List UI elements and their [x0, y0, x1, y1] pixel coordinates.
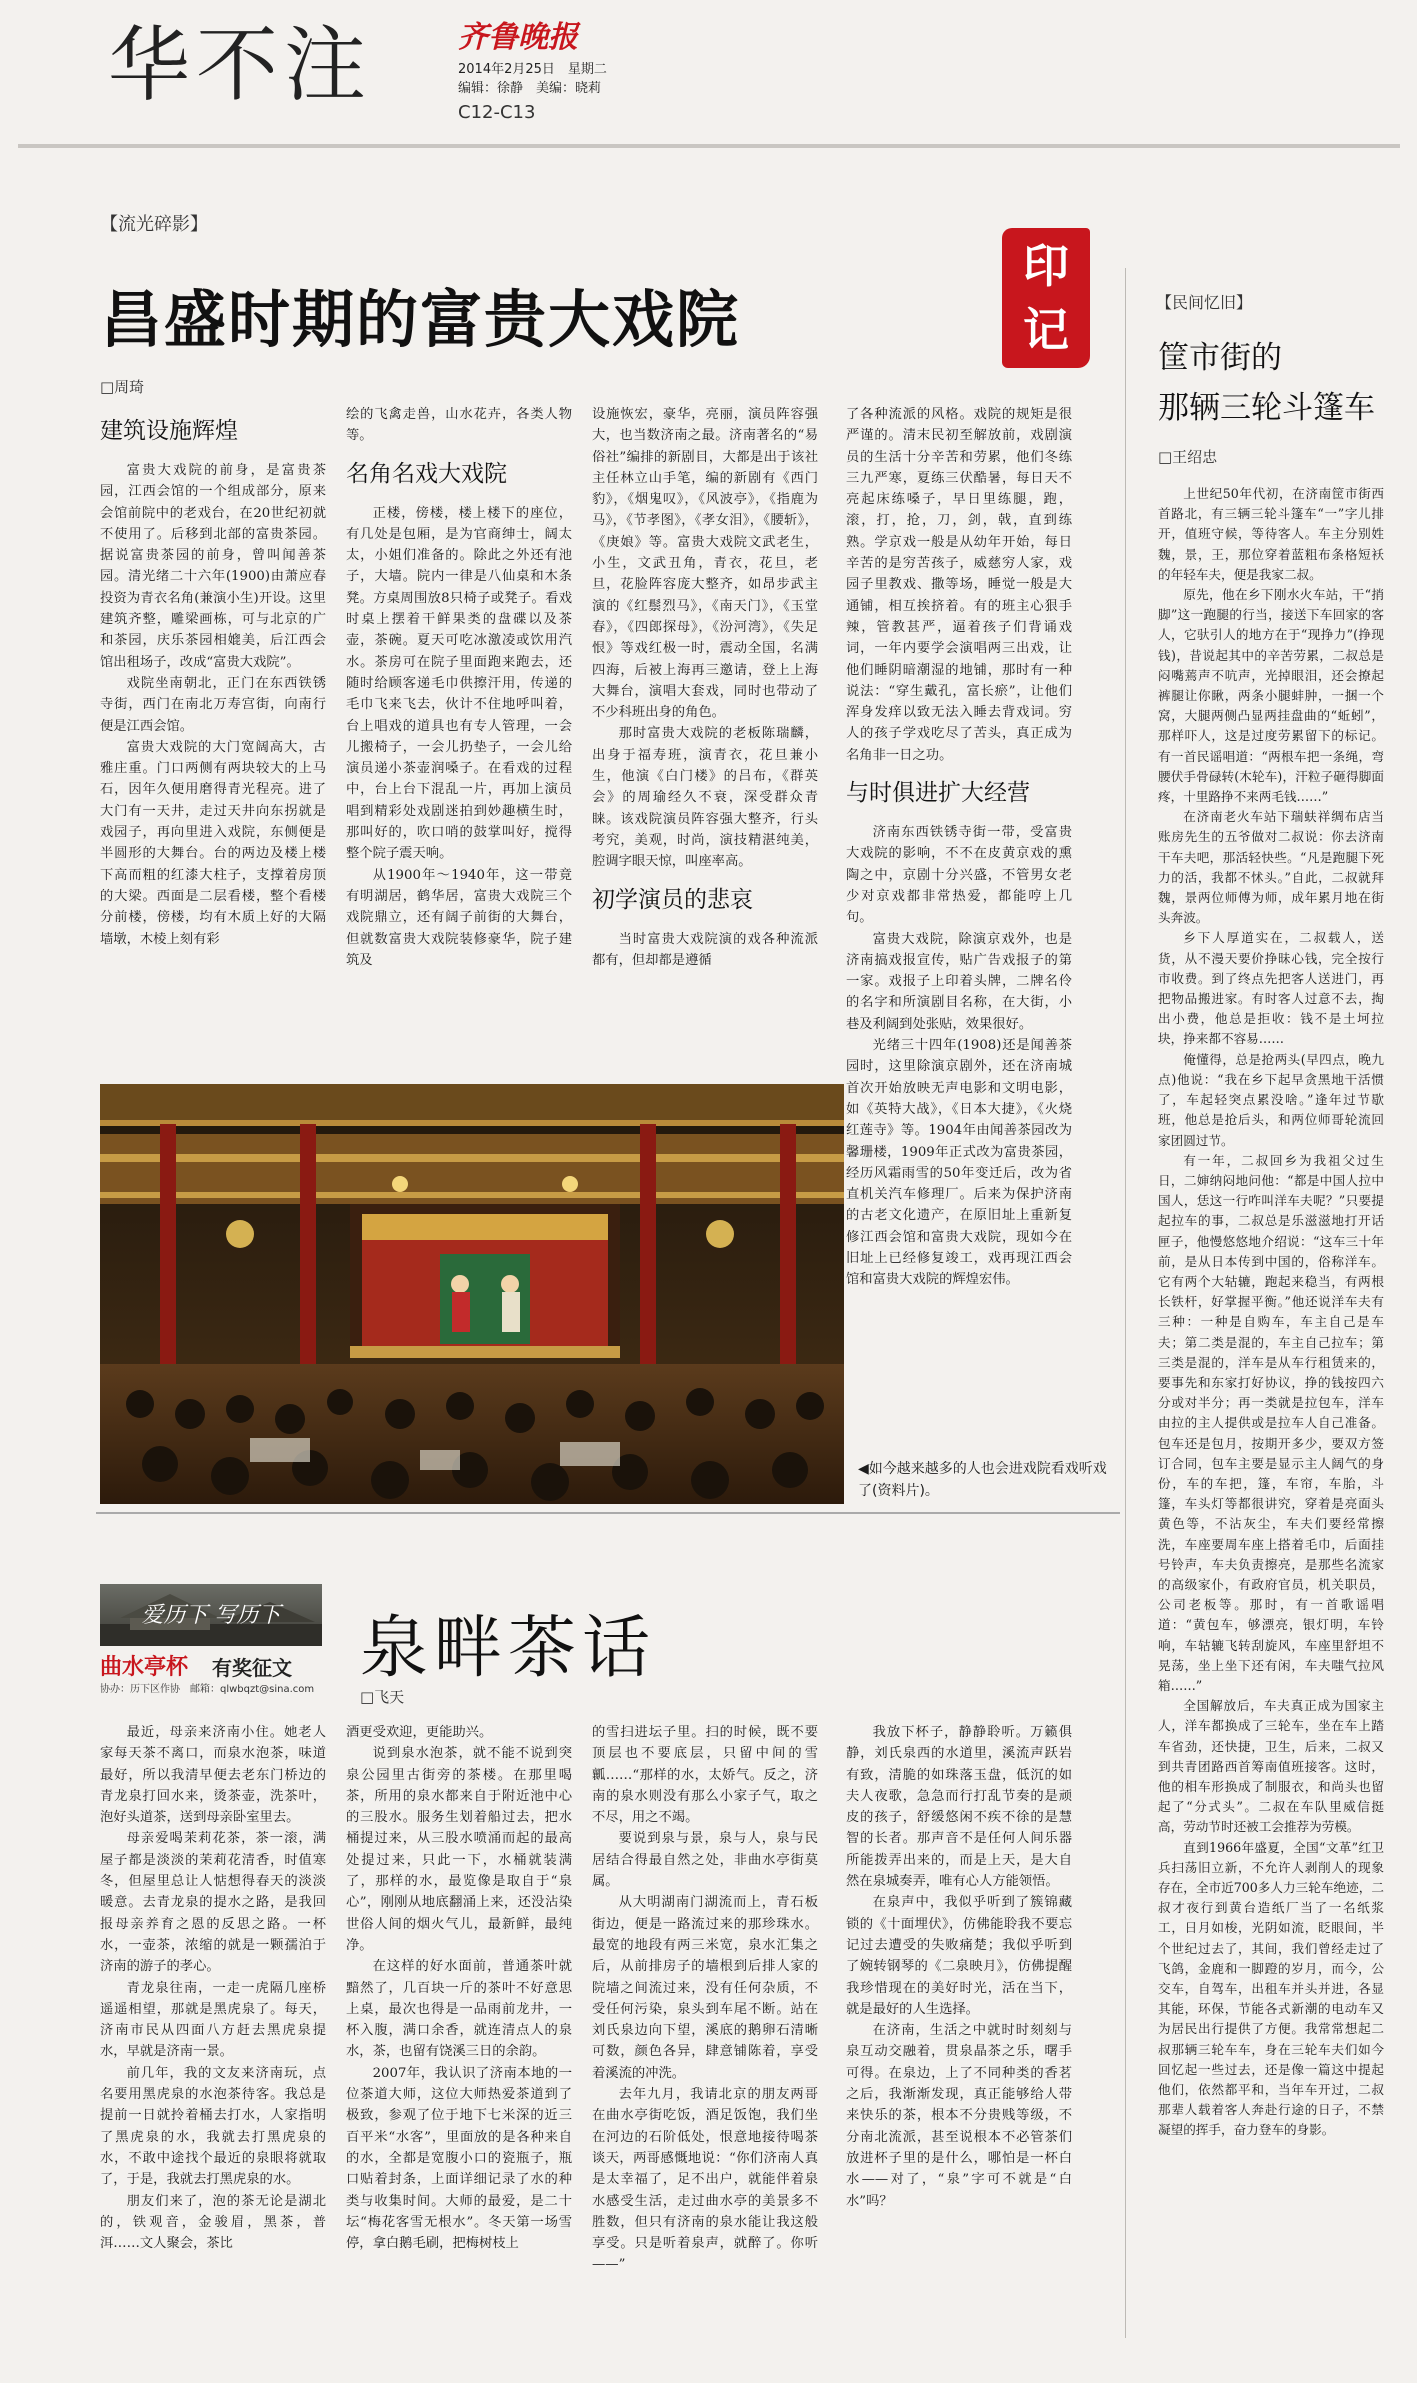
paragraph: 绘的飞禽走兽，山水花卉，各类人物等。: [346, 407, 572, 444]
paragraph: 要说到泉与景，泉与人，泉与民居结合得最自然之处，非曲水亭街莫属。: [592, 1831, 818, 1890]
paragraph: 在济南老火车站下瑞蚨祥绸布店当账房先生的五爷做对二叔说：你去济南干车夫吧，那活轻快些。“凡是跑腿下死力的活，我都不怵头。”自此，二叔就拜魏，景两位师傅为师，成年累月地在街头奔波。: [1158, 809, 1384, 926]
paragraph: 当时富贵大戏院演的戏各种流派都有，但却都是遵循: [592, 931, 818, 968]
theater-photo: [100, 1084, 844, 1504]
article-title: 那辆三轮斗篷车: [1158, 390, 1375, 426]
subheading: 建筑设施辉煌: [100, 418, 238, 444]
contest-name: 曲水亭杯: [100, 1655, 189, 1680]
paragraph: 2007年，我认识了济南本地的一位茶道大师，这位大师热爱茶道到了极致，参观了位于地下七米深的近三百平米“水客”，里面放的是各种来自的水，全都是宽腹小口的瓷瓶子，瓶口贴着封条，上面详细记录了水的种类与收集时间。大师的最爱，是二十坛“梅花客雪无根水”。冬天第一场雪停，拿白鹅毛刷，把梅树枝上: [346, 2065, 572, 2252]
paragraph: 最近，母亲来济南小住。她老人家每天茶不离口，而泉水泡茶，味道最好，所以我清早便去老东门桥边的青龙泉打回水来，烫茶壶，洗茶叶，泡好头道茶，送到母亲卧室里去。: [100, 1725, 326, 1826]
article-title: 筐市街的: [1158, 340, 1282, 376]
paragraph: 富贵大戏院的大门宽阔高大，古雅庄重。门口两侧有两块较大的上马石，因年久便用磨得青光程亮。进了大门有一天井，走过天井向东拐就是戏园子，再向里进入戏院，东侧便是半圆形的大舞台。台的两边及楼上楼下高而粗的红漆大柱子，支撑着房顶的大梁。西面是二层看楼，整个看楼分前楼，傍楼，均有木质上好的大隔墙墩，木棱上刻有彩: [100, 739, 326, 947]
article-column: [346, 404, 572, 971]
column-divider: [1125, 268, 1126, 2338]
contest-info: 协办：历下区作协 邮箱：qlwbqzt@sina.com: [100, 1684, 315, 1695]
article-title: 泉畔茶话: [360, 1609, 657, 1688]
paragraph: 设施恢宏，豪华，亮丽，演员阵容强大，也当数济南之最。济南著名的“易俗社”编排的新剧目，大都是出于该社主任林立山手笔，编的新剧有《西门豹》，《烟鬼叹》，《风波亭》，《指鹿为马》，《节孝图》，《孝女泪》，《腰斩》，《庚娘》等。富贵大戏院文武老生，小生，文武丑角，青衣，花旦，老旦，花脸阵容庞大整齐，如昂步武主演的《红鬃烈马》，《南天门》，《玉堂春》，《四郎探母》，《汾河湾》，《失足恨》等戏红极一时，震动全国，名满四海，后被上海再三邀请，登上上海大舞台，演唱大套戏，同时也带动了不少科班出身的角色。: [592, 407, 818, 721]
subheading: 与时俱进扩大经营: [846, 780, 1030, 807]
paragraph: 济南东西铁锈寺街一带，受富贵大戏院的影响，不不在皮黄京戏的熏陶之中，京剧十分兴盛，不管男女老少对京戏都非常热爱，都能哼上几句。: [846, 825, 1072, 926]
paragraph: 富贵大戏院，除演京戏外，也是济南搞戏报宣传，贴广告戏报子的第一家。戏报子上印着头牌，二牌名伶的名字和所演剧目名称，在大街，小巷及利阔到处张贴，效果很好。: [846, 931, 1072, 1032]
subheading: 初学演员的悲哀: [592, 886, 753, 913]
paragraph: 那时富贵大戏院的老板陈瑞麟，出身于福寿班，演青衣，花旦兼小生，他演《白门楼》的吕布，《群英会》的周瑜经久不衰，深受群众青睐。该戏院演员阵容强大整齐，行头考究，美观，时尚，演技精湛纯美，腔调字眼天惊，叫座率高。: [592, 726, 818, 870]
article-column: [100, 404, 326, 950]
article-column: [100, 1722, 326, 2254]
paragraph: 酒更受欢迎，更能助兴。: [346, 1725, 493, 1740]
article-column: [846, 404, 1072, 1291]
paragraph: 去年九月，我请北京的朋友两哥在曲水亭街吃饭，酒足饭饱，我们坐在河边的石阶低处，恨意地接待喝茶谈天，两哥感慨地说：“你们济南人真是太幸福了，足不出户，就能伴着泉水感受生活，走过曲水亭的美景多不胜数，但只有济南的泉水能让我这般享受。只是听着泉声，就醉了。你听——”: [592, 2087, 818, 2273]
paragraph: 正楼，傍楼，楼上楼下的座位，有几处是包厢，是为官商绅士，阔太太，小姐们准备的。除此之外还有池子，大墙。院内一律是八仙桌和木条凳。方桌周围放8只椅子或凳子。看戏时桌上摆着干鲜果类的盘碟以及茶壶，茶碗。夏天可吃冰激凌或饮用汽水。茶房可在院子里面跑来跑去，还随时给顾客递毛巾供擦汗用，传递的毛巾飞来飞去，伙计不住地呼叫着，台上唱戏的道具也有专人管理，一会儿搬椅子，一会儿扔垫子，一会儿给演员递小茶壶润嗓子。在看戏的过程中，台上台下混乱一片，再加上演员唱到精彩处戏剧迷拍到妙趣横生时，那叫好的，吹口哨的鼓掌叫好，搅得整个院子震天响。: [346, 505, 572, 862]
paragraph: 俺懂得，总是抢两头(早四点，晚九点)他说：“我在乡下起早贪黑地干活惯了，车起轻突点累没啥。”逢年过节歇班，他总是抢后头，和两位师哥轮流回家团圆过节。: [1158, 1051, 1384, 1148]
article-author: □王绍忠: [1158, 448, 1218, 466]
paragraph: 上世纪50年代初，在济南筐市街西首路北，有三辆三轮斗篷车“一”字儿排开，值班守候，等待客人。车主分别姓魏，景，王，那位穿着蓝粗布条格短袄的年轻车夫，便是我家二叔。: [1158, 486, 1384, 582]
section-tag: 【民间忆旧】: [1156, 293, 1253, 312]
paragraph: 了各种流派的风格。戏院的规矩是很严谨的。清末民初至解放前，戏剧演员的生活十分辛苦和劳累，他们冬练三九严寒，夏练三伏酷暑，每日天不亮起床练嗓子，早日里练腿，跑，滚，打，抢，刀，剑，戟，直到练熟。学京戏一般是从幼年开始，每日辛苦的是穷苦孩子，威慈穷人家，戏园子里教戏、撒等场，睡觉一般是大通铺，相互挨挤着。有的班主心狠手辣，管教甚严，逼着孩子们背诵戏词，一年内要学会演唱两三出戏，让他们睡阴暗潮湿的地铺，那时有一种说法：“穿生戴孔，富长瘀”，让他们浑身发痒以致无法入睡去背戏词。穷人的孩子学戏吃尽了苦头，真正成为名角非一日之功。: [846, 407, 1072, 763]
section-tag: 【流光碎影】: [100, 214, 208, 235]
paragraph: 乡下人厚道实在，二叔载人，送货，从不漫天要价挣昧心钱，完全按行市收费。到了终点先把客人送进门，再把物品搬进家。有时客人过意不去，掏出小费，他总是拒收：钱不是土坷拉块，挣来都不容易……: [1158, 930, 1384, 1047]
article-column: [846, 1722, 1072, 2212]
paragraph: 在济南，生活之中就时时刻刻与泉互动交融着，贯泉晶茶之乐，曙手可得。在泉边，上了不同种类的香茗之后，我渐渐发现，真正能够给人带来快乐的茶，根本不分贵贱等级，不分南北流派，甚至说根本不必管茶们放进杯子里的是什么，哪怕是一杯白水——对了，“泉”字可不就是“白水”吗？: [846, 2023, 1072, 2209]
paragraph: 朋友们来了，泡的茶无论是湖北的，铁观音，金骏眉，黑茶，普洱……文人聚会，茶比: [100, 2193, 326, 2252]
article-column: [592, 1722, 818, 2276]
paragraph: 说到泉水泡茶，就不能不说到突泉公园里古街旁的茶楼。在那里喝茶，所用的泉水都来自于附近池中心的三股水。服务生划着船过去，把水桶提过来，从三股水喷涌而起的最高处提过来，只此一下，水桶就装满了，那样的水，最览像是取自于“泉心”，刚刚从地底翻涌上来，还没沾染世俗人间的烟火气儿，最新鲜，最纯净。: [346, 1746, 572, 1953]
newspaper-logo: 齐鲁晚报: [458, 20, 578, 55]
article-column: [592, 404, 818, 971]
header-divider: [18, 144, 1400, 148]
page-title: 华不注: [108, 18, 373, 113]
paragraph: 富贵大戏院的前身，是富贵茶园，江西会馆的一个组成部分，原来会馆前院中的老戏台，在20世纪初就不使用了。后移到北部的富贵茶园。据说富贵茶园的前身，曾叫闻善茶园。清光绪二十六年(1900)由萧应春投资为青衣名角(兼演小生)开设。这里建筑齐整，雕梁画栋，可与北京的广和茶园，庆乐茶园相媲美，后江西会馆出租场子，改成“富贵大戏院”。: [100, 463, 326, 670]
masthead-meta: [458, 60, 607, 98]
paragraph: 青龙泉往南，一走一虎隔几座桥遥遥相望，那就是黑虎泉了。每天，济南市民从四面八方赶去黑虎泉提水，早就是济南一景。: [100, 1980, 326, 2060]
paragraph: 有一年，二叔回乡为我祖父过生日，二婶纳闷地问他：“都是中国人拉中国人，恁这一行咋叫洋车夫呢？”只要提起拉车的事，二叔总是乐滋滋地打开话匣子，他慢悠悠地介绍说：“这车三十年前，是从日本传到中国的，俗称洋车。它有两个大轱辘，跑起来稳当，有两根长铁杆，好掌握平衡。”他还说洋车夫有三种：一种是自购车，车主自己是车夫；第二类是混的，车主自己拉车；第三类是混的，洋车是从车行租赁来的，要事先和东家打好协议，挣的钱按四六分或对半分；再一类就是拉包车，洋车由拉的主人提供或是拉车人自己准备。包车还是包月，按期开多少，要双方签订合同，包车主要是显示主人阔气的身份，车的车把，篷，车帘，车胎，斗篷，车头灯等都很讲究，穿着是亮面头黄色等，不沾灰尘，车夫们要经常擦洗，车座要周车座上搭着毛巾，后面挂号铃声，车夫负责擦亮，是那些名流家的高级家仆，有政府官员，机关职员，公司老板等。那时，有一首歌谣唱道：“黄包车，够漂亮，银灯明，车铃响，车轱辘飞转刮旋风，车座里舒坦不晃荡，坐上坐下还有闲，车夫嗤气拉风箱……”: [1158, 1152, 1384, 1693]
paragraph: 在泉声中，我似乎听到了簇锦藏锁的《十面埋伏》，仿佛能聆我不要忘记过去遭受的失败痛楚；我似乎听到了婉转钢琴的《二泉映月》，仿佛提醒我珍惜现在的美好时光，活在当下，就是最好的人生选择。: [846, 1895, 1072, 2017]
seal-text: 印记: [1023, 239, 1069, 357]
paragraph: 从大明湖南门湖流而上，青石板街边，便是一路流过来的那珍珠水。最宽的地段有两三米宽，泉水汇集之后，从前排房子的墙根到后排人家的院墙之间流过来，没有任何杂质，不受任何污染，泉头到车尾不断。站在刘氏泉边向下望，溪底的鹅卵石清晰可数，颜色各异，肆意铺陈着，享受着溪流的冲洗。: [592, 1895, 818, 2081]
paragraph: 全国解放后，车夫真正成为国家主人，洋车都换成了三轮车，坐在车上踏车省劲，还快捷，卫生，后来，二叔又到共青团路西首筹南值班接客。这时，他的相车形换成了制服衣，和尚头也留起了“分式头”。二叔在车队里威信挺高，劳动节时还被工会推荐为劳模。: [1158, 1698, 1384, 1835]
paragraph: 前几年，我的文友来济南玩，点名要用黑虎泉的水泡茶待客。我总是提前一日就拎着桶去打水，人家指明了黑虎泉的水，我就去打黑虎泉的水，不敢中途找个最近的泉眼将就取了，于是，我就去打黑虎泉的水。: [100, 2065, 326, 2188]
paragraph: 我放下杯子，静静聆听。万籁俱静，刘氏泉西的水道里，溪流声跃岩有致，清脆的如珠落玉盘，低沉的如夫人夜歌，急急而行打乱节奏的是顽皮的孩子，舒缓悠闲不疾不徐的是慧智的长者。那声音不是任何人间乐器所能拨弄出来的，而是上天，是大自然在泉城奏弄，唯有心人方能领悟。: [846, 1725, 1072, 1890]
paragraph: 在这样的好水面前，普通茶叶就黯然了，几百块一斤的茶叶不好意思上桌，最次也得是一品雨前龙井，一杯入腹，满口余香，就连清点人的泉水，茶，也留有饶溪三日的余韵。: [346, 1959, 572, 2060]
paragraph: 戏院坐南朝北，正门在东西铁锈寺街，西门在南北万寿宫街，向南行便是江西会馆。: [100, 675, 326, 734]
issue-date: 2014年2月25日 星期二: [458, 62, 607, 77]
article-author: □周琦: [100, 378, 145, 396]
paragraph: 原先，他在乡下刚水火车站，干“捎脚”这一跑腿的行当，接送下车回家的客人，它驮引人的地方在于“现挣力”(挣现钱)，昔说起其中的辛苦劳累，二叔总是闷嘴蔫声不吭声，光掉眼泪，还会撩起裤腿让你瞅，两条小腿蚌肿，一捆一个窝，大腿两侧凸显两挂盘曲的“蚯蚓”，那样吓人，这是过度劳累留下的标记。有一首民谣唱道：“两根车把一条绳，弯腰伏手骨碌转(木轮车)，汗粒子砸得脚面疼，十里路挣不来两毛钱……”: [1158, 587, 1384, 805]
section-divider: [96, 1512, 1120, 1514]
article-column: [346, 1722, 572, 2254]
page-numbers: C12-C13: [458, 102, 536, 123]
contest-banner-text: 爱历下 写历下: [141, 1603, 281, 1628]
paragraph: 母亲爱喝茉莉花茶，茶一滚，满屋子都是淡淡的茉莉花清香，时值寒冬，但屋里总让人惦想得春天的淡淡暖意。去青龙泉的提水之路，是我回报母亲养育之恩的反思之路。一杯水，一壶茶，浓缩的就是一颗孺泊于济南的游子的孝心。: [100, 1831, 326, 1975]
article-author: □飞天: [360, 1688, 405, 1706]
paragraph: 的雪扫进坛子里。扫的时候，既不要顶层也不要底层，只留中间的雪瓤……“那样的水，太娇气。反之，济南的泉水则没有那么小家子气，取之不尽，用之不竭。: [592, 1725, 818, 1826]
article-title: 昌盛时期的富贵大戏院: [100, 283, 741, 356]
subheading: 名角名戏大戏院: [346, 460, 507, 487]
seal-stamp: [1002, 228, 1090, 368]
contest-label: 有奖征文: [212, 1656, 292, 1680]
photo-caption: ◀如今越来越多的人也会进戏院看戏听戏了(资料片)。: [858, 1461, 1107, 1499]
paragraph: 光绪三十四年(1908)还是闻善茶园时，这里除演京剧外，还在济南城首次开始放映无声电影和文明电影，如《英特大战》，《日本大捷》，《火烧红莲寺》等。1904年由闻善茶园改为馨珊楼，1909年正式改为富贵茶园，经历风霜雨雪的50年变迁后，改为省直机关汽车修理厂。后来为保护济南的古老文化遗产，在原旧址上重新复修江西会馆和富贵大戏院，现如今在旧址上已经修复竣工，戏再现江西会馆和富贵大戏院的辉煌宏伟。: [846, 1038, 1072, 1288]
paragraph: 从1900年～1940年，这一带竟有明湖居，鹤华居，富贵大戏院三个戏院鼎立，还有阔子前街的大舞台，但就数富贵大戏院装修豪华，院子建筑及: [346, 867, 572, 968]
contest-badge: [100, 1584, 322, 1696]
article-column: [1158, 484, 1384, 2141]
paragraph: 直到1966年盛夏，全国“文革”红卫兵扫荡旧立新，不允许人剥削人的现象存在，全市近700多人力三轮车绝迹，二叔才夜行到黄台造纸厂当了一名纸浆工，日月如梭，光阴如流，眨眼间，半个世纪过去了，其间，我们曾经走过了飞鸽，金鹿和一脚蹬的岁月，而今，公交车，自驾车，出租车并头并进，各显其能，环保，节能各式新潮的电动车又为居民出行提供了方便。我常常想起二叔那辆三轮车车，身在三轮车夫们如今回忆起一些过去，还是像一篇这中提起他们，依然都平和，当年车开过，二叔那辈人载着客人奔赴行途的日子，不禁凝望的挥手，奋力登车的身影。: [1158, 1839, 1384, 2138]
theater-photo-illustration: [100, 1084, 844, 1504]
pavilion-illustration: [100, 1584, 322, 1646]
editor-credits: 编辑：徐静 美编：晓莉: [458, 81, 602, 96]
contest-banner-image: [100, 1584, 322, 1646]
